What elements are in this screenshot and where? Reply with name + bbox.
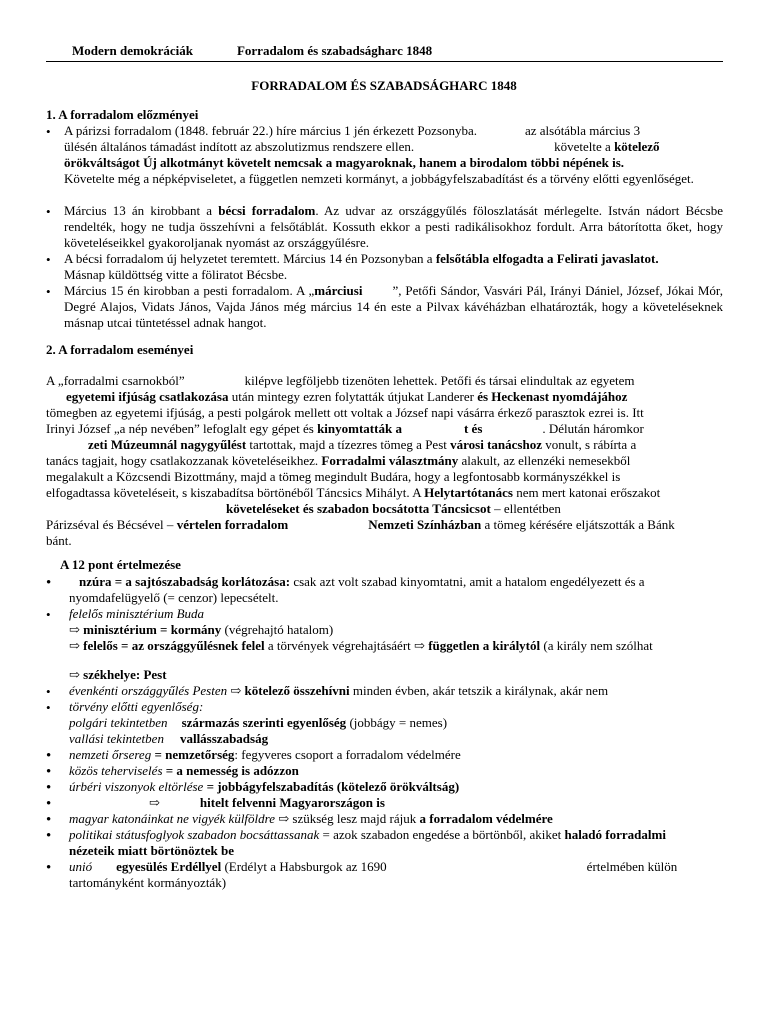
section-heading-2: 2. A forradalom eseményei [46, 342, 194, 357]
text: magyar katonáinkat ne vigyék külföldre [69, 811, 276, 826]
text: nzúra = a sajtószabadság korlátozása: [79, 574, 291, 589]
bullet-dot: • [46, 812, 52, 828]
text: bánt. [46, 533, 72, 548]
text: városi tanácshoz [450, 437, 542, 452]
bullet-dot: • [46, 607, 51, 622]
text: bécsi forradalom [218, 203, 316, 218]
text: vallásszabadság [179, 731, 269, 746]
text: székhelye: Pest [83, 667, 167, 682]
text: (végrehajtó hatalom) [221, 622, 334, 637]
bullet-dot: • [46, 284, 51, 299]
item-serfdom [69, 779, 723, 795]
text: követeléseket és szabadon bocsátotta Táncsicsot [226, 501, 491, 516]
item-equality-religion [69, 731, 723, 747]
text: és Heckenast nyomdájához [477, 389, 628, 404]
text: – ellentétben [490, 501, 561, 516]
text: politikai státusfoglyok szabadon bocsáttassanak [69, 827, 320, 842]
text: független a királytól [428, 638, 541, 653]
text: Irinyi József „a nép nevében” lefoglalt egy gépet és [46, 421, 318, 436]
text: évenkénti országgyűlés Pesten [69, 683, 228, 698]
item-censorship-cont: nyomdafelügyelő (= cenzor) lepecsételt. [69, 590, 279, 605]
text: Nemzeti Színházban [368, 517, 482, 532]
text: ülésén általános támadást indított az abszolutizmus rendszere ellen. [64, 139, 415, 154]
text: Másnap küldöttség vitte a föliratot Bécsbe. [64, 267, 288, 282]
text: az alsótábla március 3 [524, 123, 641, 138]
text: a tömeg kérésére eljátszották a Bánk [481, 517, 675, 532]
text: tömegben az egyetemi ifjúság, a pesti polgárok mellett ott voltak a József napi vásárra érkező parasztok ezrei is. Itt [46, 405, 644, 420]
header-rule [46, 61, 723, 62]
text: minisztérium = kormány [83, 622, 222, 637]
item-ministry-sub3 [69, 667, 723, 683]
arrow-icon: ⇨ [69, 667, 84, 682]
text: Március 13 án kirobbant a [64, 203, 219, 218]
text: vonult, s rábírta a [541, 437, 637, 452]
text: t [463, 421, 469, 436]
text: (jobbágy = nemes) [346, 715, 448, 730]
item-censorship [69, 574, 723, 590]
text: kötelező összehívni [244, 683, 350, 698]
bullet-dot: • [46, 780, 52, 796]
text: törvény előtti egyenlőség: [69, 699, 204, 714]
bullet-dot: • [46, 575, 52, 591]
text: ”, Petőfi Sándor, Vasvári Pál, Irányi Dániel, József, Jókai Mór, Degré Alajos, Vidats János, Vajda János még március 14 én este a Pilvax kávéházban elhatározták, hogy a követeléseknek másnap utcai tüntetéssel adnak hangot. [64, 283, 723, 330]
item-taxation [69, 763, 723, 779]
bullet-dot: • [46, 700, 51, 715]
text: és [468, 421, 483, 436]
text: értelmében külön [586, 859, 678, 874]
section-heading-1: 1. A forradalom előzményei [46, 107, 199, 122]
text: a törvények végrehajtásáért [264, 638, 415, 653]
item-equality-civil [69, 715, 723, 731]
text: közös teherviselés [69, 763, 163, 778]
text: után mintegy ezren folytatták útjukat Landerer [228, 389, 478, 404]
arrow-icon: ⇨ [69, 622, 84, 637]
text: = a nemesség is adózzon [162, 763, 299, 778]
text: tartottak, majd a tízezres tömeg a Pest [246, 437, 451, 452]
item-credit [69, 795, 723, 811]
text: kilépve legföljebb tizenöten lehettek. Petőfi és társai elindultak az egyetem [244, 373, 635, 388]
item-ministry-sub2 [69, 638, 723, 654]
page-title: FORRADALOM ÉS SZABADSÁGHARC 1848 [251, 78, 517, 93]
section-heading-3: A 12 pont értelmezése [60, 557, 181, 572]
text: kötelező [614, 139, 660, 154]
text: szükség lesz majd rájuk [292, 811, 420, 826]
text: felsőtábla elfogadta a Felirati javaslatot. [435, 251, 659, 266]
text: csak azt volt szabad kinyomtatni, amit a hatalom engedélyezett és a [290, 574, 645, 589]
item-prisoners [69, 827, 723, 843]
item-equality [69, 699, 723, 715]
arrow-icon: ⇨ [149, 795, 160, 810]
text: Forradalmi választmány [321, 453, 459, 468]
item-diet [69, 683, 723, 699]
item-ministry [69, 606, 723, 622]
text: A bécsi forradalom új helyzetet teremtett. Március 14 én Pozsonyban a [64, 251, 436, 266]
item-union [69, 859, 723, 875]
text: haladó forradalmi [564, 827, 666, 842]
paragraph-1 [64, 123, 723, 187]
text: örökváltságot Új alkotmányt követelt nemcsak a magyaroknak, hanem a birodalom többi népének is. [64, 155, 624, 170]
text: unió [69, 859, 93, 874]
bullet-dot: • [46, 124, 51, 139]
text: . Délután háromkor [542, 421, 644, 436]
running-header [72, 43, 432, 59]
bullet-dot: • [46, 252, 51, 267]
text: alakult, az ellenzéki nemesekből [458, 453, 631, 468]
text: nézeteik miatt börtönöztek be [69, 843, 234, 858]
text: elfogadtassa követeléseit, s kiszabadítsa börtönéből Táncsics Mihályt. A [46, 485, 425, 500]
text: vallási tekintetben [69, 731, 164, 746]
text: (Erdélyt a Habsburgok az 1690 [221, 859, 387, 874]
text: Követelte még a népképviseletet, a független nemzeti kormányt, a jobbágyfelszabadítást és a törvény előtti egyenlőséget. [64, 171, 694, 186]
paragraph-2 [64, 203, 723, 251]
paragraph-events [46, 373, 723, 549]
arrow-icon: ⇨ [227, 683, 245, 698]
item-ministry-sub1 [69, 622, 723, 638]
arrow-icon: ⇨ [69, 638, 84, 653]
text: A „forradalmi csarnokból” [46, 373, 185, 388]
text: követelte a [554, 139, 615, 154]
text: polgári tekintetben [69, 715, 168, 730]
header-right: Forradalom és szabadságharc 1848 [236, 43, 433, 58]
text: = nemzetőrség [151, 747, 235, 762]
text: vértelen forradalom [176, 517, 289, 532]
text: . Az udvar az országgyűlés föloszlatását mérlegelte. István nádort Bécsbe rendelték, hogy ne tudja összehívni a felsőtáblát. Kossuth ekkor a pesti radikálisokhoz fordult. Arra bátorította őket, hogy követeléseikkel gyakoroljanak nyomást az országgyűlésre. [64, 203, 724, 250]
text: származás szerinti egyenlőség [181, 715, 347, 730]
text: zeti Múzeumnál nagygyűlést [88, 437, 247, 452]
item-union-cont: tartományként kormányozták) [69, 875, 227, 890]
text: Párizséval és Bécsével – [46, 517, 177, 532]
text: A párizsi forradalom (1848. február 22.) híre március 1 jén érkezett Pozsonyba. [64, 123, 477, 138]
item-prisoners-cont [69, 843, 723, 859]
text: = jobbágyfelszabadítás (kötelező örökváltság) [203, 779, 460, 794]
text: Március 15 én kirobban a pesti forradalom. A „ [64, 283, 315, 298]
text: márciusi [314, 283, 363, 298]
bullet-dot: • [46, 204, 51, 219]
text: egyetemi ifjúság csatlakozása [66, 389, 229, 404]
bullet-dot: • [46, 796, 52, 812]
text: tanács tagjait, hogy csatlakozzanak követeléseikhez. [46, 453, 322, 468]
text: egyesülés Erdéllyel [116, 859, 222, 874]
text: minden évben, akár tetszik a királynak, akár nem [349, 683, 609, 698]
bullet-dot: • [46, 828, 52, 844]
text: = azok szabadon engedése a börtönből, akiket [319, 827, 565, 842]
item-guard [69, 747, 723, 763]
text: (a király nem szólhat [540, 638, 653, 653]
header-left: Modern demokráciák [72, 43, 193, 58]
text: felelős minisztérium Buda [69, 606, 205, 621]
arrow-icon: ⇨ [275, 811, 293, 826]
paragraph-3 [64, 251, 723, 283]
bullet-dot: • [46, 684, 51, 699]
text: nem mert katonai erőszakot [512, 485, 661, 500]
bullet-dot: • [46, 764, 52, 780]
text: nemzeti őrsereg [69, 747, 152, 762]
item-army [69, 811, 723, 827]
bullet-dot: • [46, 860, 52, 876]
text: felelős = az országgyűlésnek felel [83, 638, 265, 653]
text: megalakult a Közcsendi Bizottmány, majd a tömeg megindult Budára, hogy a legfontosabb kormányszékkel is [46, 469, 621, 484]
text: hitelt felvenni Magyarországon is [199, 795, 385, 810]
text: a forradalom védelmére [419, 811, 553, 826]
arrow-icon: ⇨ [414, 638, 429, 653]
text: : fegyveres csoport a forradalom védelmére [234, 747, 461, 762]
text: Helytartótanács [424, 485, 513, 500]
text: úrbéri viszonyok eltörlése [69, 779, 204, 794]
text: kinyomtatták a [317, 421, 402, 436]
bullet-dot: • [46, 748, 52, 764]
paragraph-4 [64, 283, 723, 331]
